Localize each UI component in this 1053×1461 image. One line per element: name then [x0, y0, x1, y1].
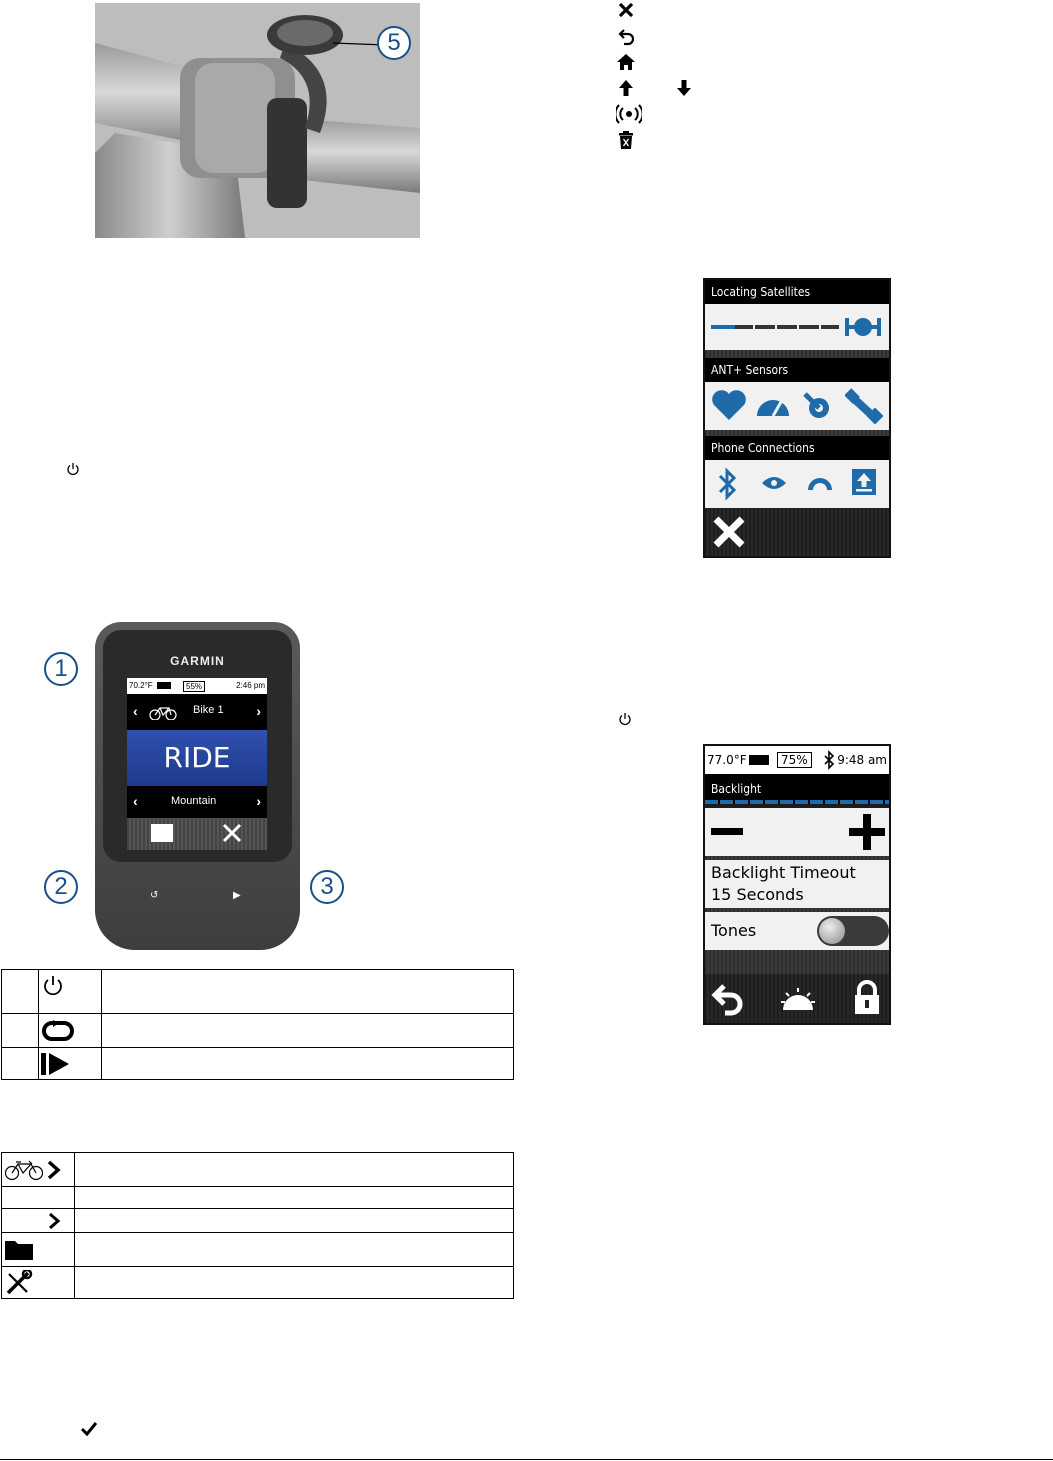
- device-brand: GARMIN: [170, 654, 225, 668]
- lap-icon: [39, 1014, 102, 1048]
- bike-next-icon: [2, 1153, 75, 1187]
- cadence-sensor-icon[interactable]: [801, 388, 837, 424]
- upload-icon[interactable]: [851, 468, 877, 496]
- home-screen-table: [1, 1152, 514, 1299]
- tones-row: [705, 912, 889, 950]
- device-status-bar: [127, 678, 267, 694]
- backlight-title: Backlight: [711, 782, 762, 796]
- chevron-right-icon[interactable]: ›: [256, 793, 261, 809]
- heart-rate-icon[interactable]: [711, 388, 747, 422]
- close-icon[interactable]: [711, 514, 747, 550]
- backlight-status-bar: [705, 746, 889, 774]
- locating-satellites-title: Locating Satellites: [711, 285, 811, 299]
- status-battery: 75%: [777, 752, 812, 768]
- key-table: [1, 969, 514, 1080]
- device-bike-label: Bike 1: [193, 704, 224, 716]
- device-time: 2:46 pm: [236, 681, 265, 690]
- satellite-progress-panel: [705, 304, 889, 350]
- table-row: [2, 1187, 514, 1209]
- table-row: [2, 1233, 514, 1267]
- backlight-header: [705, 774, 889, 804]
- callout-2-label: 2: [54, 873, 68, 900]
- device-ride-button[interactable]: [127, 730, 267, 786]
- bluetooth-icon: [823, 750, 835, 770]
- ant-sensors-header: [705, 358, 889, 382]
- mount-illustration: [95, 3, 420, 238]
- backlight-adjust-panel: [705, 808, 889, 856]
- device-profile-row[interactable]: [127, 786, 267, 818]
- device-screen: [127, 678, 267, 850]
- chevron-left-icon[interactable]: ‹: [133, 793, 138, 809]
- phone-connections-header: [705, 436, 889, 460]
- tools-icon: [2, 1267, 75, 1299]
- device-temp: 70.2°F: [129, 681, 153, 690]
- callout-3: [310, 870, 344, 904]
- device-gps-icon: [157, 682, 171, 689]
- backlight-timeout-value: 15 Seconds: [711, 885, 804, 904]
- liveTrack-icon[interactable]: [761, 474, 787, 492]
- folder-icon[interactable]: [151, 824, 173, 842]
- table-row: [2, 1014, 514, 1048]
- decrease-button[interactable]: [711, 828, 743, 835]
- bike-icon: [149, 706, 177, 720]
- tones-label: Tones: [711, 921, 757, 940]
- status-bottom-bar: [705, 508, 889, 556]
- chevron-left-icon[interactable]: ‹: [133, 703, 138, 719]
- table-row: [2, 970, 514, 1014]
- texture-divider: [705, 350, 889, 358]
- device-bottom-row: [127, 818, 267, 850]
- table-row: [2, 1153, 514, 1187]
- gps-icon: [845, 316, 881, 338]
- gps-icon: [749, 755, 769, 765]
- wireless-icon: [616, 104, 696, 124]
- home-icon: [616, 52, 696, 72]
- phone-connections-panel: [705, 460, 889, 508]
- locating-satellites-header: [705, 280, 889, 304]
- checkmark-icon: [80, 1421, 98, 1437]
- backlight-timeout-row[interactable]: [705, 860, 889, 908]
- brightness-icon[interactable]: [779, 986, 817, 1012]
- callout-2: [44, 870, 78, 904]
- power-icon: [39, 970, 102, 1014]
- tones-toggle[interactable]: [817, 916, 889, 946]
- delete-icon: [616, 130, 696, 150]
- backlight-timeout-label: Backlight Timeout: [711, 863, 856, 882]
- start-button-icon[interactable]: ▶: [233, 890, 241, 901]
- down-icon: [674, 78, 694, 98]
- callout-1: [44, 652, 78, 686]
- back-icon[interactable]: [711, 982, 745, 1016]
- inline-power-icon: [618, 712, 632, 726]
- status-screen: [703, 278, 891, 558]
- lap-button-icon[interactable]: ↺: [150, 890, 159, 901]
- callout-5-label: 5: [387, 29, 401, 56]
- device-ride-label: RIDE: [163, 741, 231, 774]
- backlight-bottom-bar: [705, 974, 889, 1023]
- chevron-right-icon[interactable]: ›: [256, 703, 261, 719]
- speed-sensor-icon[interactable]: [755, 392, 791, 418]
- callout-3-label: 3: [320, 873, 334, 900]
- inline-power-icon: [66, 462, 80, 476]
- next-arrow-icon: [2, 1209, 75, 1233]
- table-row: [2, 1267, 514, 1299]
- table-row: [2, 1048, 514, 1080]
- callout-5: [377, 26, 411, 60]
- texture-divider: [705, 950, 889, 974]
- back-icon: [616, 26, 696, 46]
- backlight-screen: [703, 744, 891, 1025]
- folder-icon: [2, 1233, 75, 1267]
- weather-icon[interactable]: [807, 472, 833, 492]
- status-time: 9:48 am: [837, 753, 887, 767]
- close-icon: [616, 0, 696, 20]
- power-meter-icon[interactable]: [845, 388, 883, 424]
- ant-sensors-title: ANT+ Sensors: [711, 363, 789, 377]
- start-stop-icon: [39, 1048, 102, 1080]
- status-temp: 77.0°F: [707, 753, 747, 767]
- ant-sensors-panel: [705, 382, 889, 430]
- increase-button[interactable]: [849, 814, 885, 850]
- page-footer-rule: [0, 1459, 1053, 1460]
- phone-connections-title: Phone Connections: [711, 441, 815, 455]
- satellite-progress-fill: [711, 325, 735, 329]
- lock-icon[interactable]: [853, 980, 881, 1016]
- toggle-knob: [819, 918, 845, 944]
- device-bike-row[interactable]: [127, 694, 267, 730]
- table-row: [2, 1209, 514, 1233]
- tools-icon[interactable]: [221, 822, 243, 844]
- device-battery: 55%: [183, 681, 205, 692]
- backlight-level-bar: [705, 800, 889, 804]
- device-illustration: [95, 622, 300, 950]
- callout-1-label: 1: [54, 655, 68, 682]
- bluetooth-icon[interactable]: [717, 466, 737, 502]
- device-profile-label: Mountain: [171, 795, 217, 807]
